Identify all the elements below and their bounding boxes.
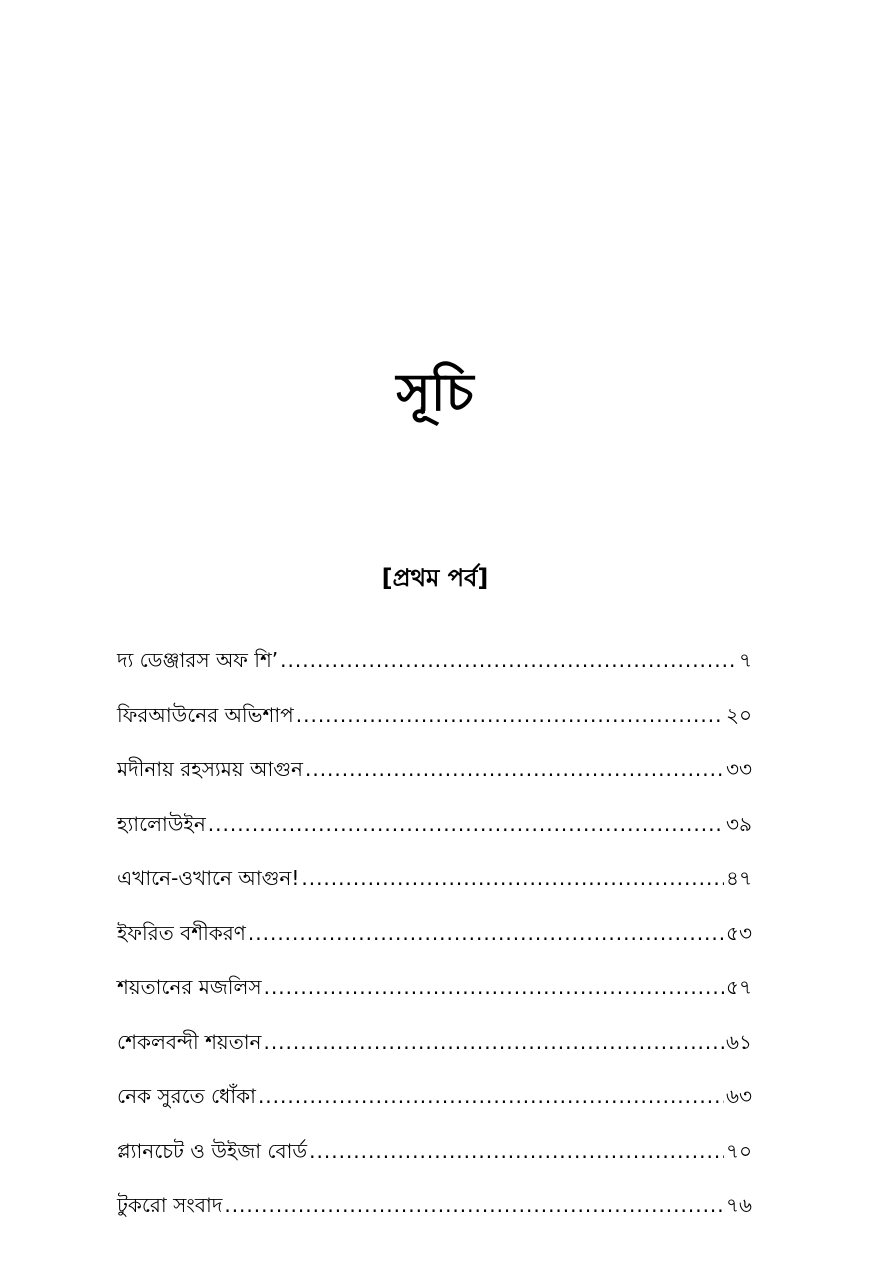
dot-leader xyxy=(280,640,737,680)
toc-entry-title: মদীনায় রহস্যময় আগুন xyxy=(117,757,303,781)
toc-entry xyxy=(117,1185,752,1240)
toc-entry-page: ৪৭ xyxy=(726,866,752,890)
toc-entry-page: ৫৩ xyxy=(726,920,752,945)
toc-entry-page: ৩৯ xyxy=(726,811,752,836)
toc-entry-title: ইফরিত বশীকরণ xyxy=(117,920,246,945)
dot-leader xyxy=(258,1076,724,1116)
toc-entry xyxy=(117,1022,752,1077)
dot-leader xyxy=(208,804,724,844)
dot-leader xyxy=(248,913,724,953)
toc-entry-page: ৬৩ xyxy=(725,1084,752,1108)
toc-entry xyxy=(117,804,752,859)
toc-entry-title: ফিরআউনের অভিশাপ xyxy=(117,702,294,727)
toc-entry-page: ৭ xyxy=(738,648,752,672)
toc-entry xyxy=(117,695,752,750)
dot-leader xyxy=(305,749,724,789)
toc-entry-title: হ্যালোউইন xyxy=(117,811,206,836)
toc-entry-page: ২০ xyxy=(725,702,752,727)
dot-leader xyxy=(224,1185,724,1225)
toc-entry-page: ৬১ xyxy=(726,1029,752,1054)
dot-leader xyxy=(309,1131,724,1171)
toc-entry-title: শেকলবন্দী শয়তান xyxy=(117,1029,262,1054)
table-of-contents xyxy=(117,640,752,1240)
dot-leader xyxy=(301,858,724,898)
toc-entry-title: টুকরো সংবাদ xyxy=(117,1193,223,1217)
toc-entry-page: ৩৩ xyxy=(725,757,752,781)
toc-entry-page: ৭৬ xyxy=(725,1193,752,1217)
toc-entry-title: শয়তানের মজলিস xyxy=(117,975,262,999)
dot-leader xyxy=(263,1022,724,1062)
dot-leader xyxy=(264,967,724,1007)
toc-entry xyxy=(117,749,752,804)
toc-entry-page: ৭০ xyxy=(725,1138,752,1163)
toc-entry xyxy=(117,1076,752,1131)
section-heading: [প্রথম পর্ব] xyxy=(381,564,489,592)
toc-entry xyxy=(117,913,752,968)
toc-entry-title: এখানে-ওখানে আগুন! xyxy=(117,866,300,890)
toc-entry-title: দ্য ডেঞ্জারস অফ শি’ xyxy=(117,648,279,672)
toc-entry xyxy=(117,640,752,695)
toc-entry xyxy=(117,1131,752,1186)
toc-entry-title: প্ল্যানচেট ও উইজা বোর্ড xyxy=(117,1138,308,1163)
toc-entry xyxy=(117,858,752,913)
toc-entry xyxy=(117,967,752,1022)
toc-entry-title: নেক সুরতে ধোঁকা xyxy=(117,1084,256,1108)
toc-entry-page: ৫৭ xyxy=(726,975,752,999)
dot-leader xyxy=(296,695,724,735)
page-title: সূচি xyxy=(396,363,474,423)
